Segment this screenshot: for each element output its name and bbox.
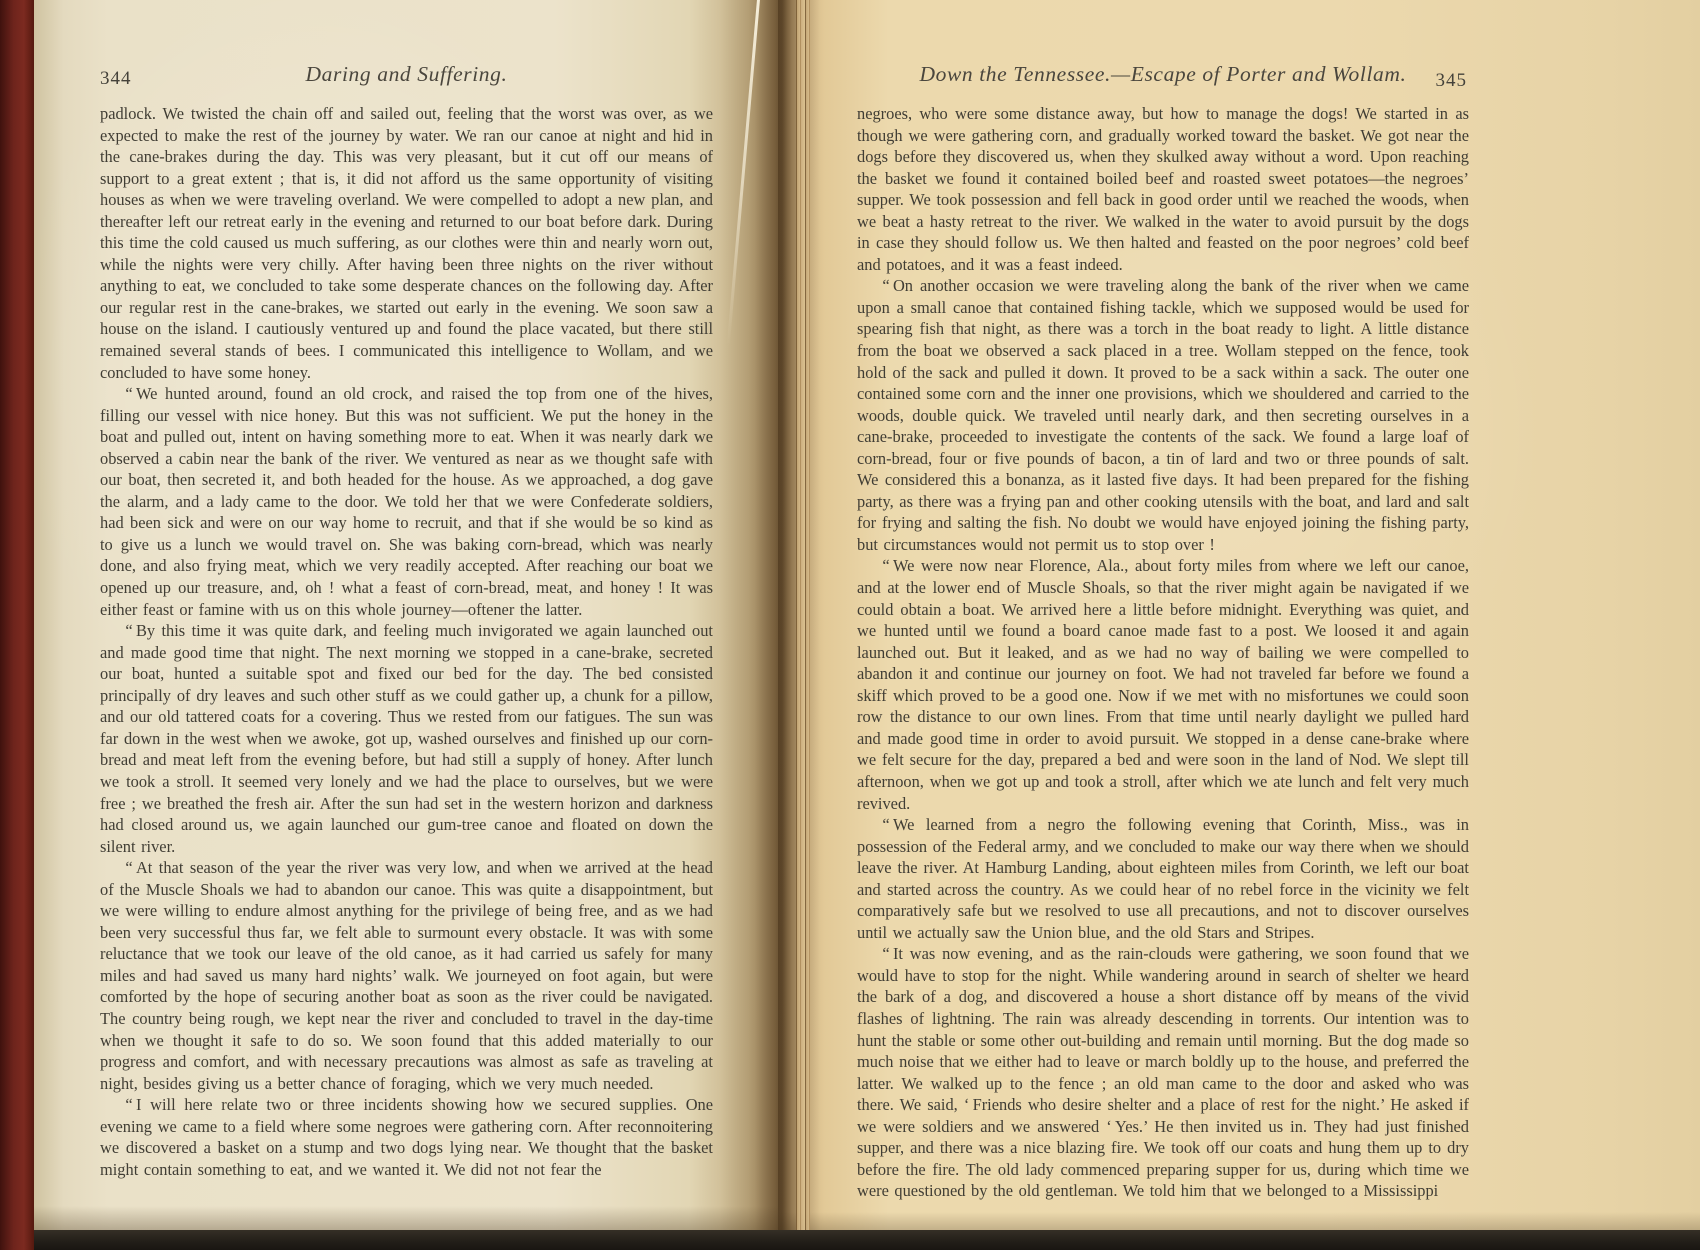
paragraph: “ We learned from a negro the following evening that Corinth, Miss., was in possession of the Federal army, and we concluded to make our way there when we should leave the river. At Hamburg Landing, about eighteen miles from Corinth, we left our boat and started across the country. As we could hear of no rebel force in the vicinity we felt comparatively safe but we resolved to use all precautions, and not to discover ourselves until we actually saw the Union blue, and the old Stars and Stripes. <box>857 815 1469 942</box>
book-cover-edge <box>0 0 34 1250</box>
right-running-title: Down the Tennessee.—Escape of Porter and Wollam. <box>919 62 1407 86</box>
paragraph: “ It was now evening, and as the rain-clouds were gathering, we soon found that we would have to stop for the night. While wandering around in search of shelter we heard the bark of a dog, and discovered a house a short distance off by means of the vivid flashes of lightning. The rain was already descending in torrents. Our intention was to hunt the stable or some other out-building and remain until morning. But the dog made so much noise that we either had to leave or march boldly up to the house, and preferred the latter. We walked up to the fence ; an old man came to the door and asked who was there. We said, ‘ Friends who desire shelter and a place of rest for the night.’ He asked if we were soldiers and we answered ‘ Yes.’ He then invited us in. They had just finished supper, and there was a nice blazing fire. We took off our coats and hung them up to dry before the fire. The old lady commenced preparing supper for us, during which time we were questioned by the old gentleman. We told him that we belonged to a Mississippi <box>857 944 1469 1201</box>
left-page-body <box>100 103 713 1180</box>
paragraph: padlock. We twisted the chain off and sailed out, feeling that the worst was over, as we expected to make the rest of the journey by water. We ran our canoe at night and hid in the cane-brakes during the day. This was very pleasant, but it cut off our means of support to a great extent ; that is, it did not afford us the same opportunity of visiting houses as when we were traveling overland. We were compelled to adopt a new plan, and thereafter left our retreat early in the evening and returned to our boat before dark. During this time the cold caused us much suffering, as our clothes were thin and nearly worn out, while the nights were very chilly. After having been three nights on the river without anything to eat, we concluded to take some desperate chances on the following day. After our regular rest in the cane-brakes, we started out early in the evening. We soon saw a house on the island. I cautiously ventured up and found the place vacated, but there still remained several stands of bees. I communicated this intelligence to Wollam, and we concluded to have some honey. <box>100 104 713 382</box>
left-page-number: 344 <box>100 68 132 89</box>
scan-background-strip <box>34 1230 1700 1250</box>
paragraph: negroes, who were some distance away, but how to manage the dogs! We started in as though we were gathering corn, and gradually worked toward the basket. We got near the dogs before they discovered us, when they skulked away without a word. Upon reaching the basket we found it contained boiled beef and roasted sweet potatoes—the negroes’ supper. We took possession and fell back in good order until we reached the woods, when we beat a hasty retreat to the river. We walked in the water to avoid pursuit by the dogs in case they should follow us. We then halted and feasted on the poor negroes’ cold beef and potatoes, and it was a feast indeed. <box>857 104 1469 274</box>
paragraph: “ On another occasion we were traveling along the bank of the river when we came upon a small canoe that contained fishing tackle, which we supposed would be used for spearing fish that night, as there was a torch in the boat ready to light. A little distance from the boat we observed a sack placed in a tree. Wollam stepped on the fence, took hold of the sack and pulled it down. It proved to be a sack within a sack. The outer one contained some corn and the inner one provisions, which we shouldered and carried to the woods, double quick. We traveled until nearly dark, and then secreting ourselves in a cane-brake, proceeded to investigate the contents of the sack. We found a large loaf of corn-bread, four or five pounds of bacon, a tin of lard and two or three pounds of salt. We considered this a bonanza, as it lasted five days. It had been prepared for the fishing party, as there was a frying pan and other cooking utensils with the boat, and lard and salt for frying and salting the fish. No doubt we would have enjoyed joining the fishing party, but circumstances would not permit us to stop over ! <box>857 276 1469 554</box>
right-page-number: 345 <box>1435 70 1467 91</box>
right-page-body <box>857 103 1469 1202</box>
paragraph: “ We hunted around, found an old crock, and raised the top from one of the hives, filling our vessel with nice honey. But this was not sufficient. We put the honey in the boat and pulled out, intent on having something more to eat. When it was nearly dark we observed a cabin near the bank of the river. We ventured as near as we thought safe with our boat, then secreted it, and both headed for the house. As we approached, a dog gave the alarm, and a lady came to the door. We told her that we were Confederate soldiers, had been sick and were on our way home to recruit, and that if she would be so kind as to give us a lunch we would travel on. She was baking corn-bread, which was nearly done, and also frying meat, which we very readily accepted. After reaching our boat we opened up our treasure, and, oh ! what a feast of corn-bread, meat, and honey ! It was either feast or famine with us on this whole journey—oftener the latter. <box>100 384 713 619</box>
left-page-header <box>100 60 713 94</box>
right-page-header <box>857 60 1469 94</box>
paragraph: “ At that season of the year the river was very low, and when we arrived at the head of the Muscle Shoals we had to abandon our canoe. This was quite a disappointment, but we were willing to endure almost anything for the privilege of being free, and as we had been very successful thus far, we felt able to surmount every obstacle. It was with some reluctance that we took our leave of the old canoe, as it had carried us safely for many miles and had saved us many hard nights’ walk. We journeyed on foot again, but were comforted by the hope of securing another boat as soon as the river could be navigated. The country being rough, we kept near the river and concluded to travel in the day-time when we thought it safe to do so. We soon found that this added materially to our progress and comfort, and with necessary precautions was almost as safe as traveling at night, besides giving us a better chance of foraging, which we very much needed. <box>100 858 713 1093</box>
left-running-title: Daring and Suffering. <box>305 62 508 86</box>
paragraph: “ I will here relate two or three incidents showing how we secured supplies. One evening we came to a field where some negroes were gathering corn. After reconnoitering we discovered a basket on a stump and two dogs lying near. We thought that the basket might contain something to eat, and we wanted it. We did not not fear the <box>100 1095 713 1179</box>
paragraph: “ We were now near Florence, Ala., about forty miles from where we left our canoe, and at the lower end of Muscle Shoals, so that the river might again be navigated if we could obtain a boat. We arrived here a little before midnight. Everything was quiet, and we hunted until we found a board canoe made fast to a post. We loosed it and again launched out. But it leaked, and as we had no way of bailing we were compelled to abandon it and continue our journey on foot. We had not traveled far before we found a skiff which proved to be a good one. Now if we met with no misfortunes we could soon row the distance to our own lines. From that time until nearly daylight we pulled hard and made good time in order to avoid pursuit. We stopped in a dense cane-brake where we felt secure for the day, prepared a bed and were soon in the land of Nod. We slept till afternoon, when we got up and took a stroll, after which we ate lunch and felt very much revived. <box>857 556 1469 813</box>
paragraph: “ By this time it was quite dark, and feeling much invigorated we again launched out and made good time that night. The next morning we stopped in a cane-brake, secreted our boat, hunted a suitable spot and fixed our bed for the day. The bed consisted principally of dry leaves and such other stuff as we could gather up, a chunk for a pillow, and our old tattered coats for a covering. Thus we rested from our fatigues. The sun was far down in the west when we awoke, got up, washed ourselves and finished up our corn-bread and meat left from the evening before, but had still a supply of honey. After lunch we took a stroll. It seemed very lonely and we had the place to ourselves, but we were free ; we breathed the fresh air. After the sun had set in the western horizon and darkness had closed around us, we again launched our gum-tree canoe and floated on down the silent river. <box>100 621 713 856</box>
